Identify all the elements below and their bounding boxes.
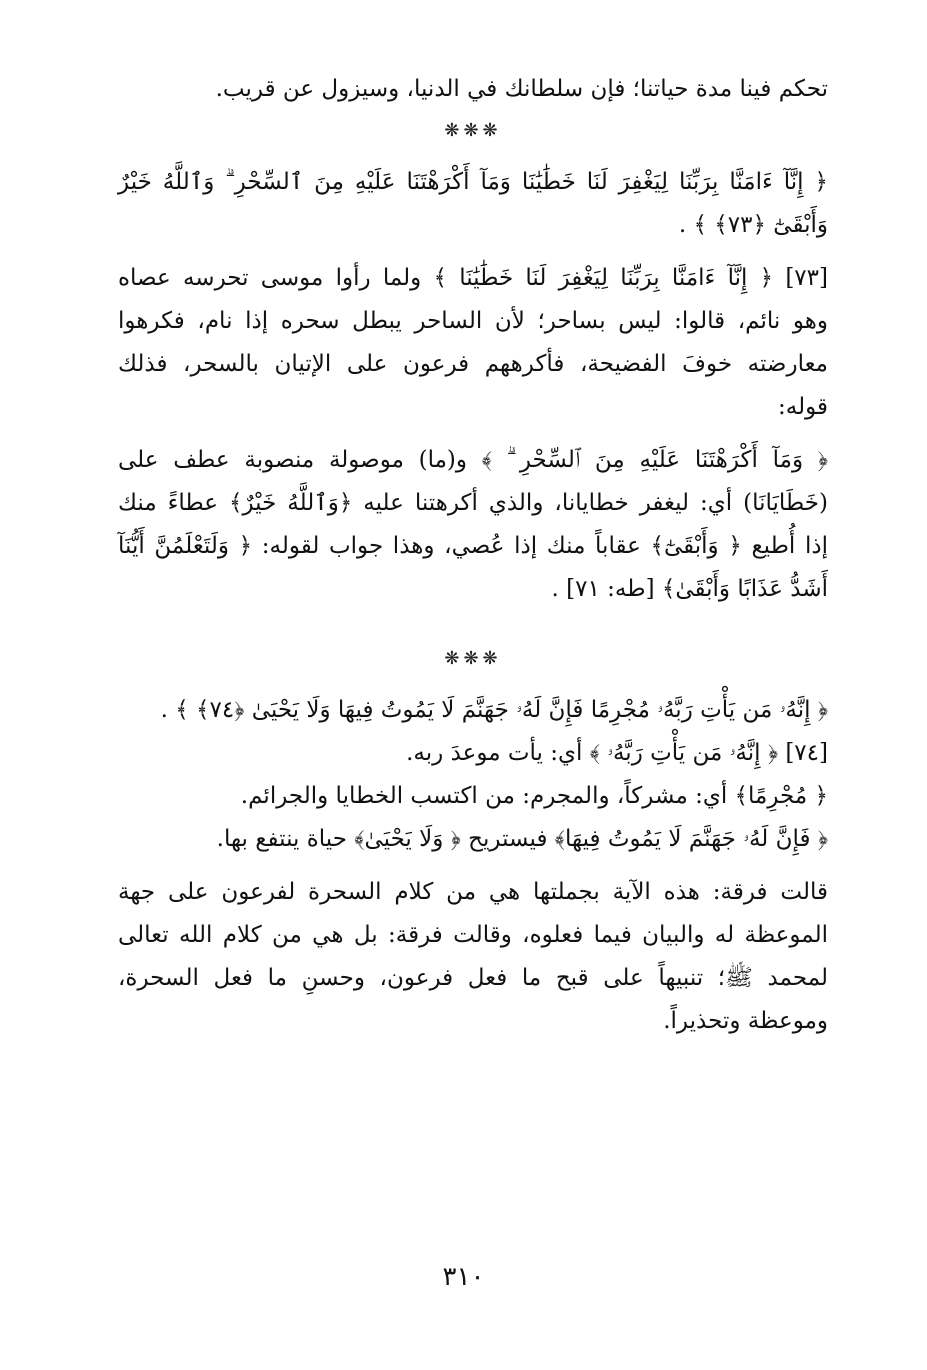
commentary-line: (خَطَايَانَا) أي: ليغفر خطايانا، والذي أكرهتنا عليه ﴿وَٱللَّهُ خَيْرٌ﴾ عطاءً منك (118, 490, 828, 516)
commentary-line: معارضته خوفَ الفضيحة، فأكرههم فرعون على الإتيان بالسحر، فذلك (118, 351, 828, 377)
commentary-line: قوله: (778, 394, 828, 420)
separator-stars: ❋❋❋ (444, 648, 502, 669)
commentary-line: [٧٤] ﴿ إِنَّهُۥ مَن يَأْتِ رَبَّهُۥ ﴾ أي: يأت موعدَ ربه. (406, 740, 828, 766)
closing-line: وموعظة وتحذيراً. (663, 1008, 828, 1034)
closing-line: الموعظة له والبيان فيما فعلوه، وقالت فرقة: بل هي من كلام الله تعالى (118, 922, 828, 948)
top-line: تحكم فينا مدة حياتنا؛ فإن سلطانك في الدنيا، وسيزول عن قريب. (215, 76, 828, 102)
verse-line: ﴿ إِنَّآ ءَامَنَّا بِرَبِّنَا لِيَغْفِرَ لَنَا خَطَٰيَٰنَا وَمَآ أَكْرَهْتَنَا عَلَيْهِ مِنَ ٱلسِّحْرِ ۗ وَٱللَّهُ خَيْرٌ (118, 169, 828, 195)
commentary-line: ﴿ مُجْرِمًا﴾ أي: مشركاً، والمجرم: من اكتسب الخطايا والجرائم. (240, 783, 828, 809)
separator-stars: ❋❋❋ (444, 120, 502, 141)
commentary-74 (118, 732, 828, 861)
commentary-line: [٧٣] ﴿ إِنَّآ ءَامَنَّا بِرَبِّنَا لِيَغْفِرَ لَنَا خَطَٰيَٰنَا ﴾ ولما رأوا موسى تحرسه عصاه (118, 265, 828, 291)
verse-74: ﴿ إِنَّهُۥ مَن يَأْتِ رَبَّهُۥ مُجْرِمًا فَإِنَّ لَهُۥ جَهَنَّمَ لَا يَمُوتُ فِيهَا وَلَا يَحْيَىٰ ﴿٧٤﴾ ﴾ . (160, 697, 828, 723)
closing-paragraph (118, 871, 828, 1043)
commentary-line: أَشَدُّ عَذَابًا وَأَبْقَىٰ﴾ [طه: ٧١] . (551, 576, 828, 602)
verse-73 (118, 161, 828, 247)
page-body (118, 68, 828, 1043)
commentary-73 (118, 257, 828, 429)
closing-line: لمحمد ﷺ؛ تنبيهاً على قبح ما فعل فرعون، وحسنِ ما فعل السحرة، (118, 965, 828, 991)
verse-line: وَأَبْقَىٰٓ ﴿٧٣﴾ ﴾ . (678, 212, 828, 238)
commentary-73b (118, 439, 828, 611)
page-number: ٣١٠ (442, 1262, 485, 1292)
commentary-line: ﴿ فَإِنَّ لَهُۥ جَهَنَّمَ لَا يَمُوتُ فِيهَا﴾ فيستريح ﴿ وَلَا يَحْيَىٰ﴾ حياة ينتفع بها. (216, 826, 828, 852)
commentary-line: إذا أُطيع ﴿ وَأَبْقَىٰٓ﴾ عقاباً منك إذا عُصي، وهذا جواب لقوله: ﴿ وَلَتَعْلَمُنَّ أَيُّنَآ (118, 533, 828, 559)
closing-line: قالت فرقة: هذه الآية بجملتها هي من كلام السحرة لفرعون على جهة (118, 879, 828, 905)
commentary-line: ﴿ وَمَآ أَكْرَهْتَنَا عَلَيْهِ مِنَ ٱلسِّحْرِ ۗ ﴾ و(ما) موصولة منصوبة عطف على (118, 447, 828, 473)
commentary-line: وهو نائم، قالوا: ليس بساحر؛ لأن الساحر يبطل سحره إذا نام، فكرهوا (118, 308, 828, 334)
